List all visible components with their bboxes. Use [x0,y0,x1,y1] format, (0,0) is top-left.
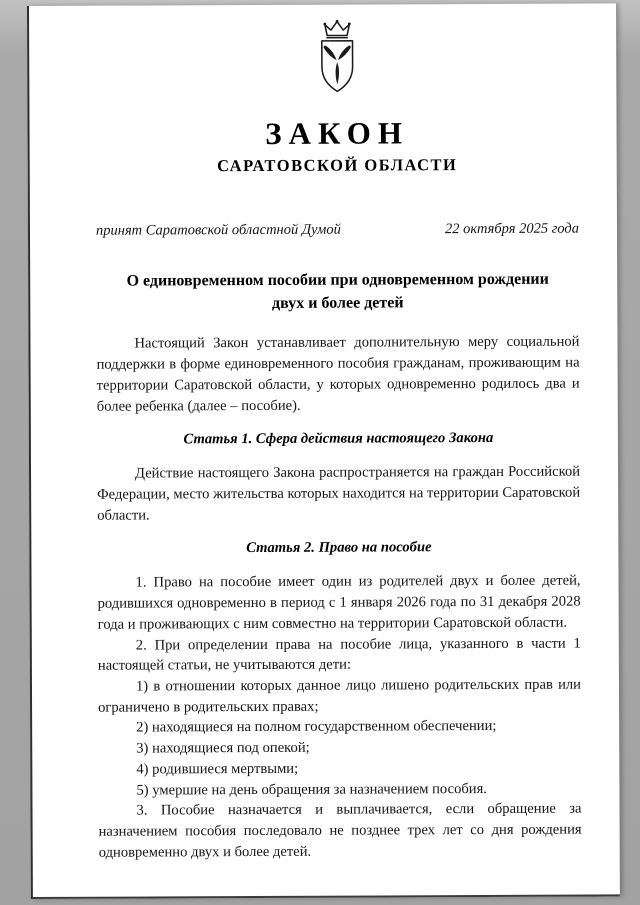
intro-paragraph: Настоящий Закон устанавливает дополнительную меру социальной поддержки в форме единовременного пособия гражданам, проживающим на территории Саратовской области, у которых одновременно родилось два и более ребенка (далее – пособие). [96,333,580,415]
article-2-paragraph: 1. Право на пособие имеет один из родителей двух и более детей, родившихся одновременно в период с 1 января 2026 года по 31 декабря 2028 года и проживающих с ним совместно на территории Саратовской области. [97,572,581,633]
article-2-subitem: 2) находящиеся на полном государственном обеспечении; [136,718,497,736]
adoption-line [96,221,579,240]
document-title: О единовременном пособии при одновременном рождении двух и более детей [126,270,549,313]
article-1-paragraph: Действие настоящего Закона распространяется на граждан Российской Федерации, место жительства которых находится на территории Саратовской области. [97,463,581,524]
article-2-subitem: 3) находящиеся под опекой; [136,739,310,757]
article-1-heading: Статья 1. Сфера действия настоящего Закона [183,430,494,448]
region-name: САРАТОВСКОЙ ОБЛАСТИ [217,155,458,176]
article-2-paragraph: 3. Пособие назначается и выплачивается, если обращение за назначением пособия последовало не позднее трех лет со дня рождения одновременно двух и более детей. [98,800,582,861]
saratov-coat-of-arms-icon [314,19,360,102]
article-2-heading: Статья 2. Право на пособие [246,539,432,557]
article-2-subitem: 4) родившиеся мертвыми; [136,760,299,778]
article-2-subitem: 5) умершие на день обращения за назначением пособия. [136,780,487,799]
law-word: ЗАКОН [265,115,409,151]
adopted-by-text: принят Саратовской областной Думой [95,221,341,239]
document-page [27,3,620,899]
article-2-paragraph: 2. При определении права на пособие лица, указанного в части 1 настоящей статьи, не учитываются дети: [97,635,581,674]
article-2-subitem: 1) в отношении которых данное лицо лишено родительских прав или ограничено в родительских правах; [98,676,582,716]
adopted-date-text: 22 октября 2025 года [444,220,580,238]
